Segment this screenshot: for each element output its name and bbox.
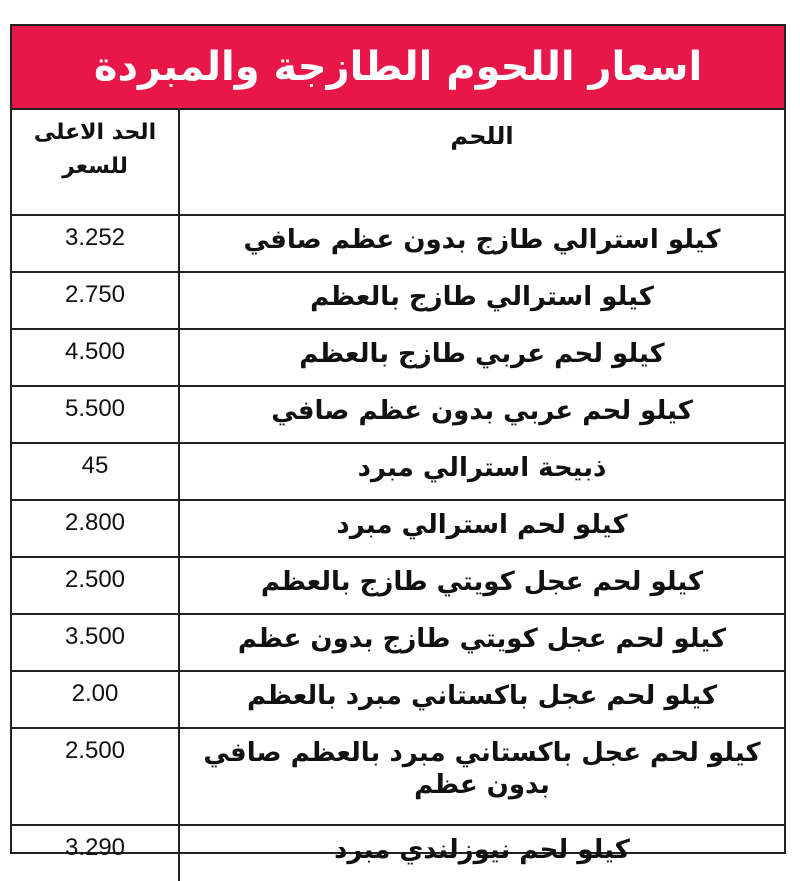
item-cell: كيلو لحم عربي طازج بالعظم (179, 329, 784, 386)
item-cell: ذبيحة استرالي مبرد (179, 443, 784, 500)
table-row (12, 728, 784, 825)
item-cell: كيلو لحم عجل كويتي طازج بدون عظم (179, 614, 784, 671)
price-cell: 2.800 (12, 500, 179, 557)
item-column-header: اللحم (179, 110, 784, 215)
price-cell: 3.290 (12, 825, 179, 881)
table-row (12, 614, 784, 671)
page-title: اسعار اللحوم الطازجة والمبردة (12, 26, 784, 110)
table-row (12, 500, 784, 557)
price-table-frame (10, 24, 786, 865)
table-row (12, 557, 784, 614)
item-cell: كيلو استرالي طازج بدون عظم صافي (179, 215, 784, 272)
price-cell: 4.500 (12, 329, 179, 386)
item-cell: كيلو لحم عجل باكستاني مبرد بالعظم صافي بدون عظم (179, 728, 784, 825)
item-cell: كيلو لحم نيوزلندي مبرد (334, 835, 630, 865)
price-cell: 2.00 (12, 671, 179, 728)
price-cell: 2.500 (12, 557, 179, 614)
item-cell: كيلو لحم عجل كويتي طازج بالعظم (179, 557, 784, 614)
table-row (12, 215, 784, 272)
price-column-header: الحد الاعلى للسعر (12, 110, 179, 215)
price-cell: 5.500 (12, 386, 179, 443)
item-cell: كيلو استرالي طازج بالعظم (179, 272, 784, 329)
price-cell: 2.500 (12, 728, 179, 825)
price-cell: 3.500 (12, 614, 179, 671)
price-cell: 2.750 (12, 272, 179, 329)
price-cell: 45 (12, 443, 179, 500)
table-row (12, 272, 784, 329)
table-header-row (12, 110, 784, 215)
table-row (12, 825, 784, 881)
item-cell: كيلو لحم عجل باكستاني مبرد بالعظم (179, 671, 784, 728)
table-row (12, 329, 784, 386)
price-table (12, 110, 784, 881)
item-cell: كيلو لحم عربي بدون عظم صافي (179, 386, 784, 443)
item-cell: كيلو لحم استرالي مبرد (179, 500, 784, 557)
table-row (12, 671, 784, 728)
table-row (12, 386, 784, 443)
price-cell: 3.252 (12, 215, 179, 272)
table-row (12, 443, 784, 500)
